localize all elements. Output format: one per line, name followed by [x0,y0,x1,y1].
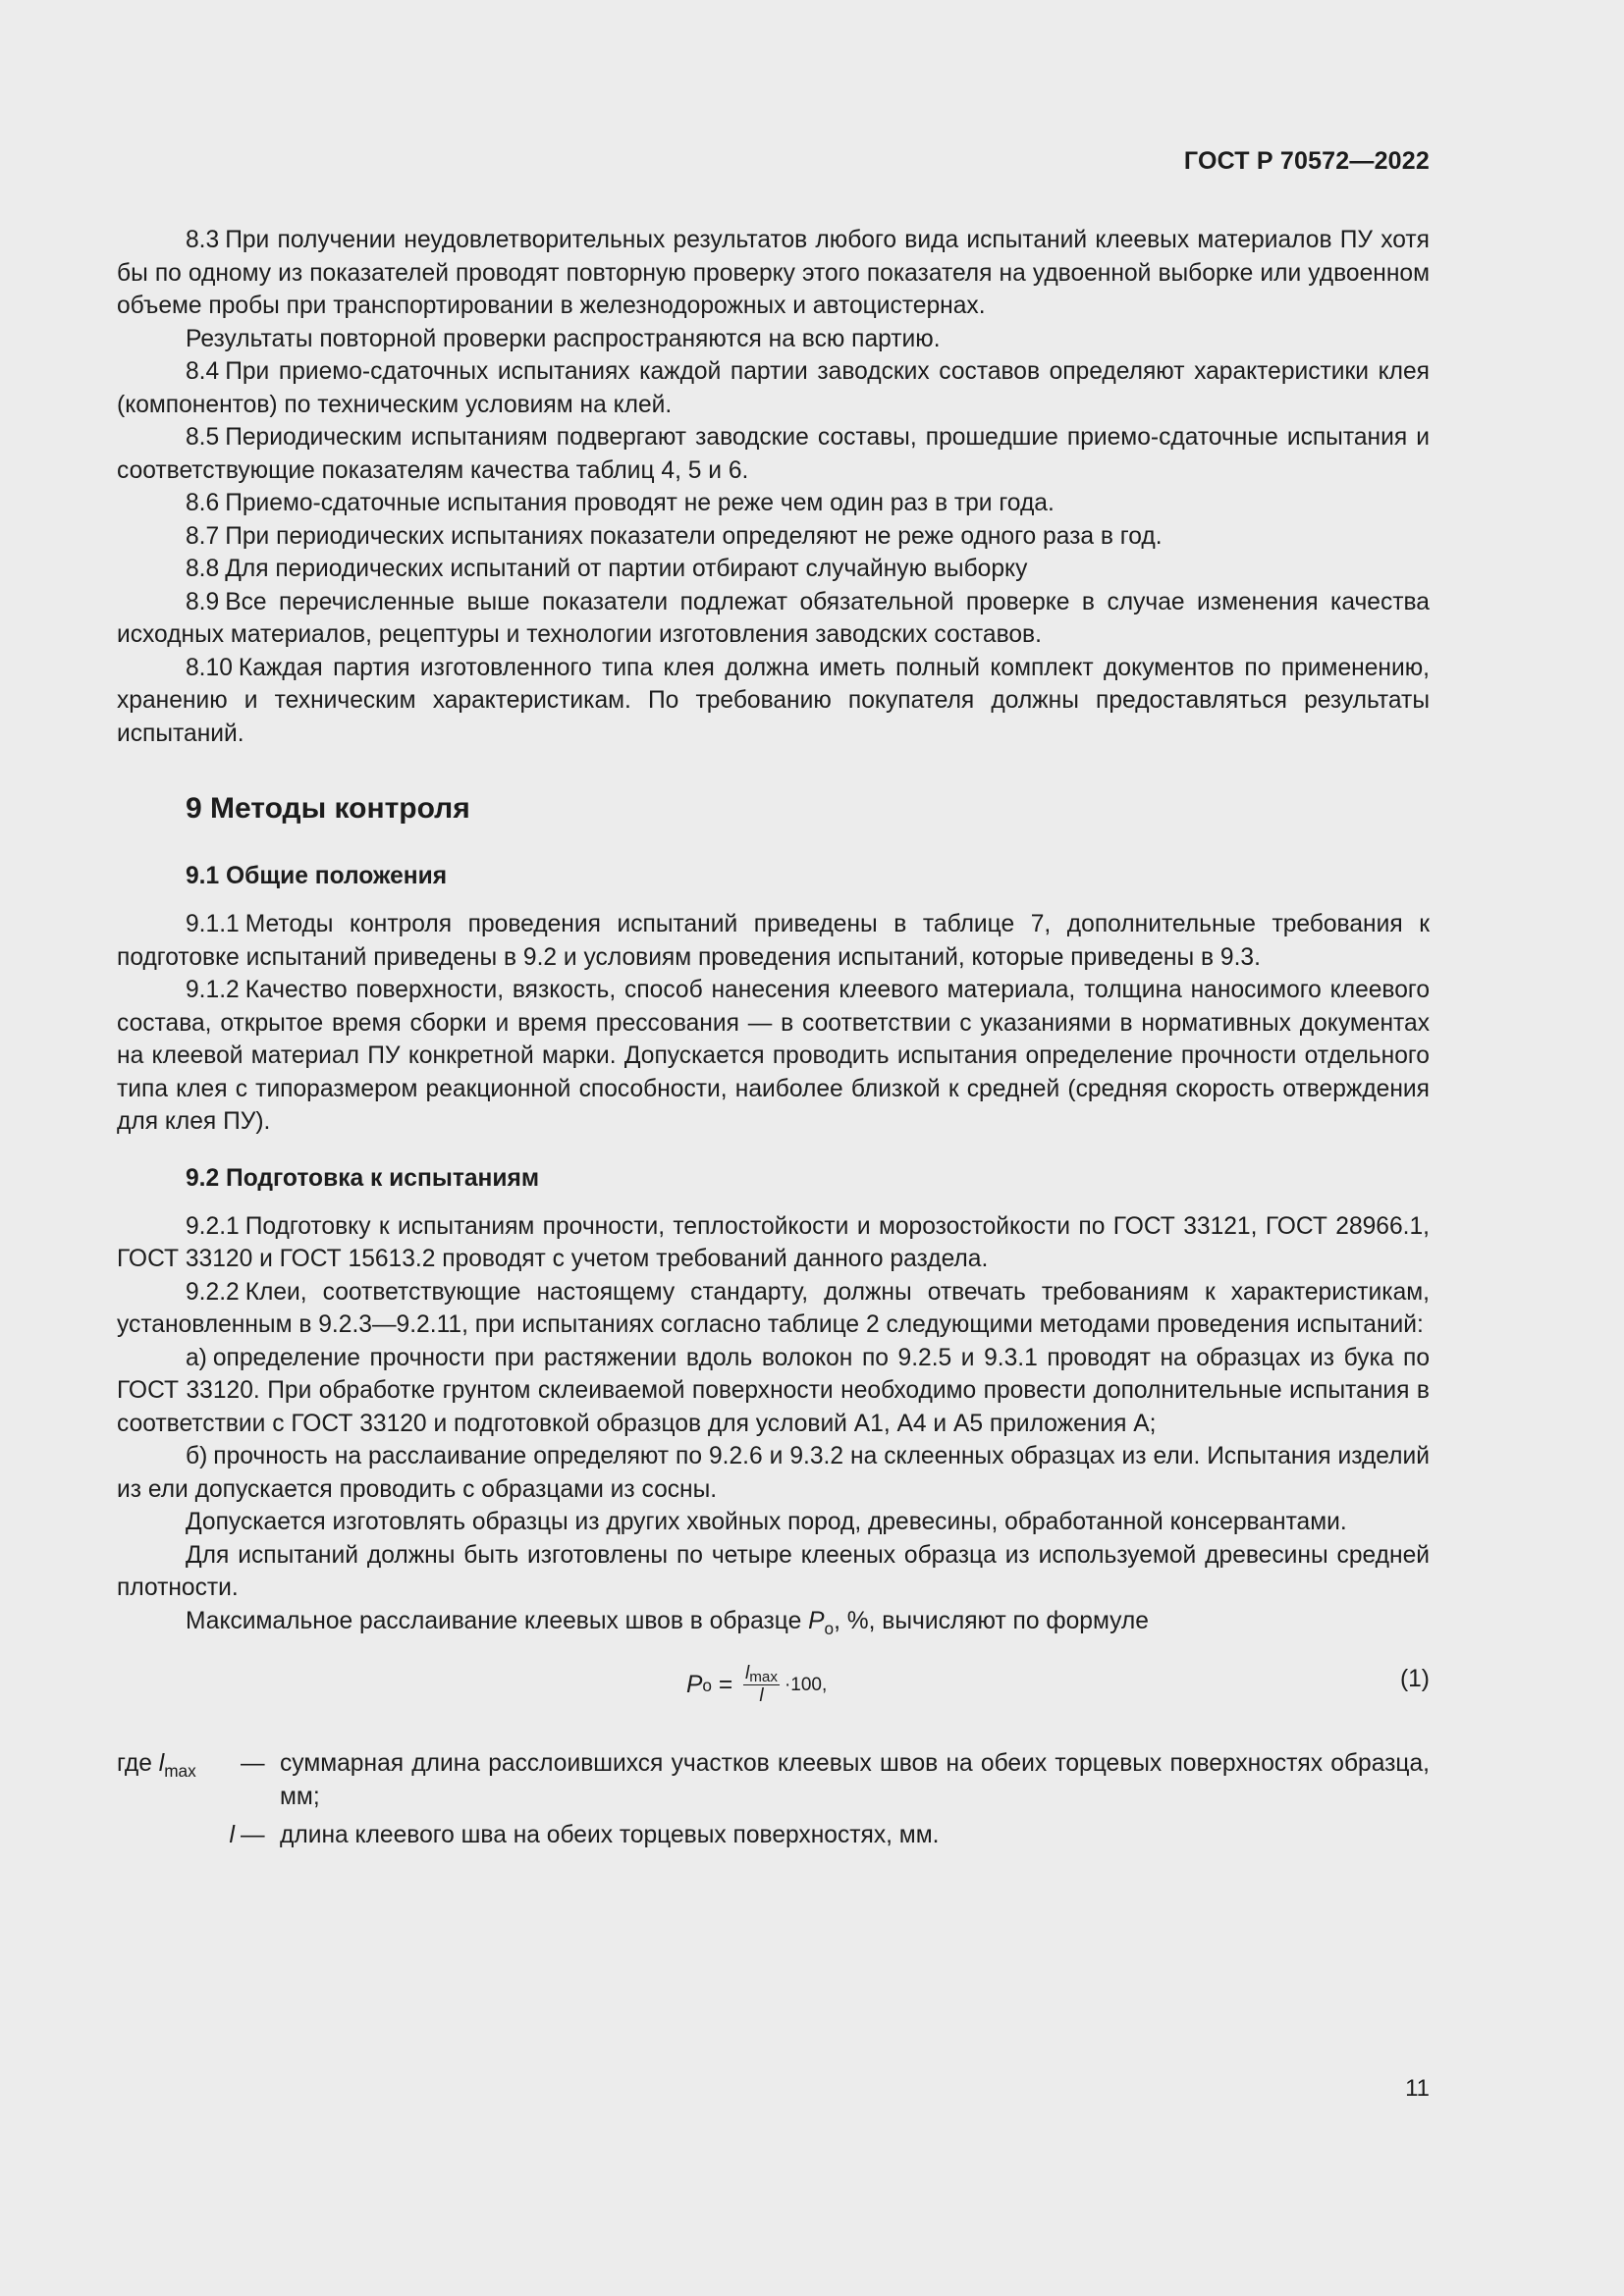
fraction-denominator: l [759,1685,764,1706]
clause-text: Допускается изготовлять образцы из других хвойных пород, древесины, обработанной консервантами. [186,1509,1347,1535]
legend-symbol: l [229,1822,235,1848]
page-body [117,224,1430,1852]
legend-symbol: l [158,1750,165,1777]
section-9-heading: 9 Методы контроля [186,792,470,825]
list-item-text: прочность на расслаивание определяют по 9.2.6 и 9.3.2 на склеенных образцах из ели. Испытания изделий из ели допускается проводить с образцами из сосны. [117,1443,1430,1503]
clause-text: Результаты повторной проверки распространяются на всю партию. [186,325,941,352]
subsection-9-1-heading: 9.1 Общие положения [186,863,448,889]
clause-text: Подготовку к испытаниям прочности, теплостойкости и морозостойкости по ГОСТ 33121, ГОСТ 28966.1, ГОСТ 33120 и ГОСТ 15613.2 проводят с учетом требований данного раздела. [117,1212,1430,1272]
clause-number: 8.10 [186,654,233,681]
clause-number: 9.1.2 [186,977,240,1003]
list-item-b [117,1440,1430,1506]
formula-equals: = [711,1671,740,1698]
document-code-header: ГОСТ Р 70572—2022 [1183,147,1430,175]
list-item-text: определение прочности при растяжении вдоль волокон по 9.2.5 и 9.3.1 проводят на образцах из бука по ГОСТ 33120. При обработке грунтом склеиваемой поверхности необходимо провести дополнительные испытания в соответствии с ГОСТ 33120 и подготовкой образцов для условий А1, А4 и А5 приложения А; [117,1344,1430,1437]
clause-text: При периодических испытаниях показатели определяют не реже одного раза в год. [225,522,1163,550]
subsection-9-2-heading: 9.2 Подготовка к испытаниям [186,1164,540,1192]
legend-dash: — [241,1750,265,1777]
clause-text: Клеи, соответствующие настоящему стандарту, должны отвечать требованиям к характеристикам, установленным в 9.2.3—9.2.11, при испытаниях согласно таблице 2 следующими методами проведения испытаний: [117,1278,1430,1338]
paragraph-9-1-2 [117,974,1430,1139]
formula: P о = $\frac{l_{max}}{l}$ ·100, [686,1663,828,1706]
fraction-numerator [743,1663,780,1685]
symbol-subscript: о [824,1618,835,1638]
clause-number: 8.6 [186,490,220,516]
formula-fraction [743,1663,780,1707]
clause-number: 9.2.1 [186,1212,240,1240]
legend-symbol-subscript: max [164,1761,196,1781]
formula-lhs: P [686,1671,703,1698]
symbol-p: P [808,1607,825,1634]
page-number: 11 [1405,2075,1430,2102]
clause-text: Периодическим испытаниям подвергают заводские составы, прошедшие приемо-сдаточные испытания и соответствующие показателям качества таблиц 4, 5 и 6. [117,424,1430,484]
list-marker: а) [186,1344,207,1371]
formula-intro-text: Максимальное расслаивание клеевых швов в образце [186,1607,809,1634]
formula-multiplier: ·100, [784,1674,828,1695]
formula-intro-text-end: , %, вычисляют по формуле [834,1607,1149,1634]
clause-text: Методы контроля проведения испытаний приведены в таблице 7, дополнительные требования к подготовке испытаний приведены в 9.2 и условиям проведения испытаний, которые приведены в 9.3. [117,911,1430,971]
clause-number: 8.3 [186,227,220,253]
clause-text: Качество поверхности, вязкость, способ нанесения клеевого материала, толщина наносимого клеевого состава, открытое время сборки и время прессования — в соответствии с указаниями в нормативных документах на клеевой материал ПУ конкретной марки. Допускается проводить испытания определение прочности отдельного типа клея с типоразмером реакционной способности, наиболее близкой к средней (средняя скорость отверждения для клея ПУ). [117,977,1430,1135]
clause-number: 8.4 [186,358,220,385]
numerator-symbol: l [745,1663,750,1683]
paragraph-8-3 [117,224,1430,323]
paragraph-8-8 [117,553,1430,586]
list-item-a [117,1342,1430,1441]
numerator-subscript: max [749,1669,778,1685]
paragraph-other-species [117,1506,1430,1539]
legend-prefix: где [117,1750,159,1777]
legend-term-lmax [117,1747,241,1813]
paragraph-9-2-1 [117,1210,1430,1276]
clause-text: Для периодических испытаний от партии отбирают случайную выборку [225,556,1028,582]
paragraph-8-6 [117,487,1430,520]
paragraph-sample-count [117,1539,1430,1605]
paragraph-8-7 [117,520,1430,554]
section-8-paragraphs [117,224,1430,750]
clause-number: 9.1.1 [186,911,240,937]
paragraph-8-3-continued [117,323,1430,356]
clause-number: 8.9 [186,588,220,615]
clause-text: Каждая партия изготовленного типа клея должна иметь полный комплект документов по применению, хранению и техническим характеристикам. По требованию покупателя должны предоставляться результаты испытаний. [117,654,1430,747]
paragraph-9-2-2 [117,1276,1430,1342]
list-marker: б) [186,1443,208,1469]
equation-number: (1) [1399,1666,1430,1692]
paragraph-8-5 [117,421,1430,487]
clause-text: При получении неудовлетворительных результатов любого вида испытаний клеевых материалов ПУ хотя бы по одному из показателей проводят повторную проверку этого показателя на удвоенной выборке или удвоенном объеме пробы при транспортировании в железнодорожных и автоцистернах. [117,227,1430,319]
clause-number: 9.2.2 [186,1278,240,1306]
clause-number: 8.7 [186,522,220,550]
clause-number: 8.8 [186,556,220,582]
paragraph-8-4 [117,355,1430,421]
clause-text: Для испытаний должны быть изготовлены по четыре клееных образца из используемой древесины средней плотности. [117,1541,1430,1601]
clause-number: 8.5 [186,424,220,451]
clause-text: Приемо-сдаточные испытания проводят не реже чем один раз в три года. [225,490,1055,516]
legend-dash: — [241,1822,265,1848]
legend-description: длина клеевого шва на обеих торцевых поверхностях, мм. [280,1822,940,1848]
formula-row [117,1657,1430,1726]
paragraph-8-9 [117,586,1430,652]
variable-legend [117,1747,1430,1852]
clause-text: Все перечисленные выше показатели подлежат обязательной проверке в случае изменения качества исходных материалов, рецептуры и технологии изготовления заводских составов. [117,588,1430,648]
clause-text: При приемо-сдаточных испытаниях каждой партии заводских составов определяют характеристики клея (компонентов) по техническим условиям на клей. [117,358,1430,418]
paragraph-formula-intro [117,1605,1430,1638]
paragraph-8-10 [117,652,1430,751]
legend-description: суммарная длина расслоившихся участков клеевых швов на обеих торцевых поверхностях образца, мм; [280,1750,1430,1810]
legend-term-l [117,1819,241,1852]
paragraph-9-1-1 [117,908,1430,974]
